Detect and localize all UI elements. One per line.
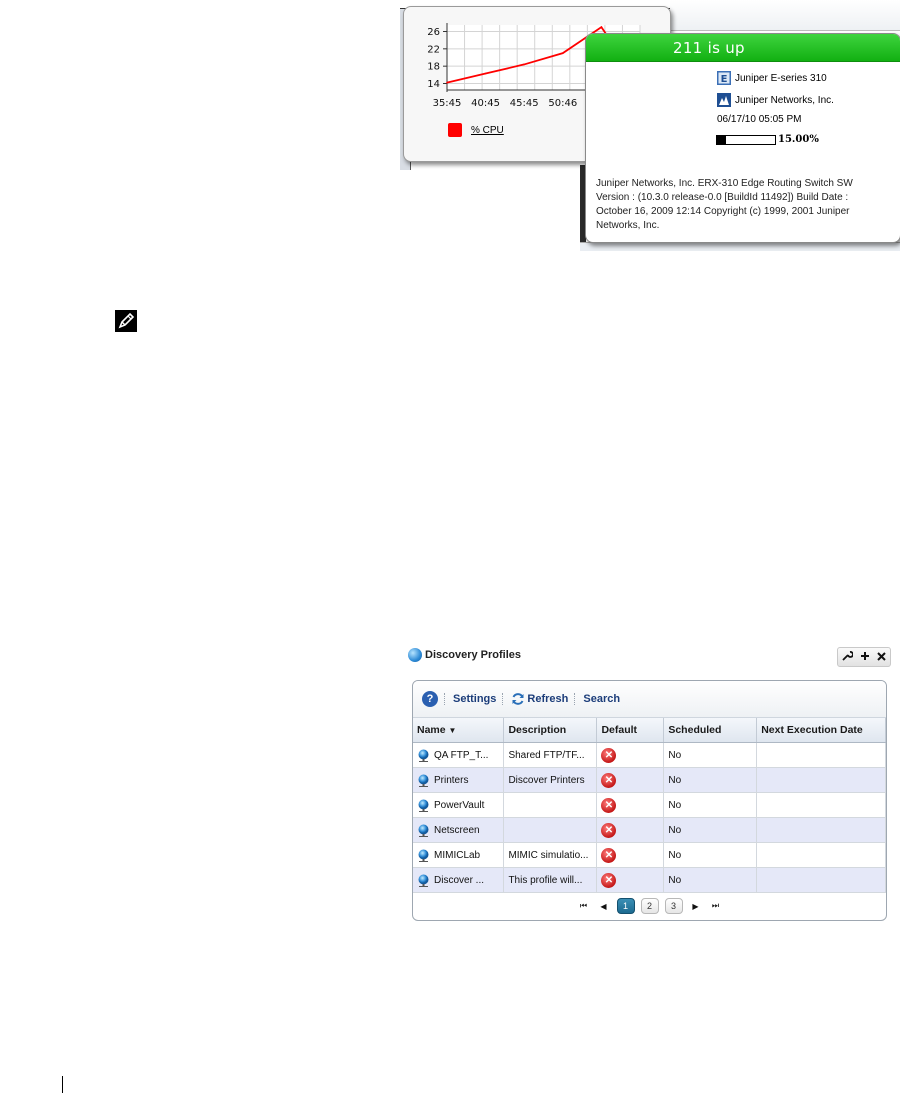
globe-icon <box>408 648 422 662</box>
data-point <box>523 64 525 66</box>
profile-description: This profile will... <box>508 874 583 886</box>
portlet-window-controls <box>837 647 891 667</box>
profile-globe-icon <box>417 774 430 787</box>
profile-globe-icon <box>417 749 430 762</box>
cell-description <box>504 843 597 868</box>
discovery-profiles-grid <box>412 680 887 921</box>
cell-default <box>597 868 664 893</box>
juniper-e-icon <box>717 71 731 85</box>
red-x-icon: ✕ <box>601 748 616 763</box>
column-header-scheduled[interactable]: Scheduled <box>664 718 757 743</box>
profile-description: MIMIC simulatio... <box>508 849 589 861</box>
cell-name[interactable] <box>413 793 504 818</box>
profile-description: Shared FTP/TF... <box>508 749 585 761</box>
device-status-popup <box>585 33 900 243</box>
device-cpu-progress-bar <box>716 135 776 145</box>
profile-name: PowerVault <box>434 799 485 811</box>
cell-default <box>597 793 664 818</box>
profile-scheduled: No <box>668 799 682 811</box>
add-icon[interactable] <box>860 650 870 664</box>
x-tick-label: 45:45 <box>509 98 539 109</box>
cell-scheduled <box>664 793 757 818</box>
sort-desc-icon: ▼ <box>448 726 457 735</box>
cell-description <box>504 743 597 768</box>
device-vendor: Juniper Networks, Inc. <box>735 94 834 106</box>
profile-description: Discover Printers <box>508 774 585 786</box>
cell-next-execution <box>757 843 886 868</box>
svg-text:E: E <box>720 74 728 85</box>
note-pencil-icon <box>115 310 137 332</box>
table-row[interactable] <box>413 818 886 843</box>
cell-next-execution <box>757 793 886 818</box>
page-button-1[interactable]: 1 <box>617 898 635 914</box>
chart-legend <box>448 123 504 137</box>
table-row[interactable] <box>413 743 886 768</box>
table-row[interactable] <box>413 793 886 818</box>
portlet-title: Discovery Profiles <box>425 649 521 661</box>
device-model-row <box>717 71 827 85</box>
grid-toolbar <box>413 681 886 718</box>
cell-description <box>504 793 597 818</box>
first-page-icon[interactable]: ⏮ <box>579 901 588 910</box>
profile-name: Printers <box>434 774 469 786</box>
cell-default <box>597 843 664 868</box>
last-page-icon[interactable]: ⏭ <box>711 901 720 910</box>
table-row[interactable] <box>413 843 886 868</box>
prev-page-icon[interactable]: ◀ <box>600 901 607 911</box>
background-window-fragment-right-top <box>670 0 900 31</box>
cell-scheduled <box>664 868 757 893</box>
settings-button[interactable]: Settings <box>453 693 497 705</box>
red-x-icon: ✕ <box>601 873 616 888</box>
device-description: Juniper Networks, Inc. ERX-310 Edge Routing Switch SW Version : (10.3.0 release-0.0 [BuildId 11492]) Build Date : October 16, 2009 12:14 Copyright (c) 1999, 2001 Juniper Networks, Inc. <box>596 178 853 231</box>
close-icon[interactable] <box>877 650 886 664</box>
y-tick-label: 26 <box>427 27 440 38</box>
x-tick-label: 40:45 <box>471 98 501 109</box>
page-button-2[interactable]: 2 <box>641 898 659 914</box>
profile-globe-icon <box>417 799 430 812</box>
profile-scheduled: No <box>668 849 682 861</box>
legend-swatch <box>448 123 462 137</box>
toolbar-separator <box>502 693 505 705</box>
cell-next-execution <box>757 818 886 843</box>
cell-name[interactable] <box>413 868 504 893</box>
progress-text: 15.00% <box>778 134 819 145</box>
red-x-icon: ✕ <box>601 798 616 813</box>
cell-name[interactable] <box>413 768 504 793</box>
legend-label-cpu[interactable]: % CPU <box>471 124 504 136</box>
cell-description <box>504 868 597 893</box>
device-timestamp-text: 06/17/10 05:05 PM <box>717 114 802 125</box>
help-icon[interactable]: ? <box>422 691 438 707</box>
red-x-icon: ✕ <box>601 773 616 788</box>
profile-name: QA FTP_T... <box>434 749 489 761</box>
profile-name: Discover ... <box>434 874 485 886</box>
y-tick-label: 18 <box>427 61 440 73</box>
cell-next-execution <box>757 768 886 793</box>
y-tick-label: 22 <box>427 44 440 56</box>
device-status-header <box>586 34 900 62</box>
cell-default <box>597 743 664 768</box>
cell-description <box>504 818 597 843</box>
cell-default <box>597 768 664 793</box>
profile-name: MIMICLab <box>434 849 481 861</box>
pagination <box>413 895 886 917</box>
page-button-3[interactable]: 3 <box>665 898 683 914</box>
data-point <box>562 52 564 54</box>
device-vendor-row <box>717 93 834 107</box>
profiles-table <box>413 718 886 893</box>
wrench-icon[interactable] <box>842 650 853 664</box>
profile-globe-icon <box>417 849 430 862</box>
cell-description <box>504 768 597 793</box>
refresh-icon[interactable] <box>511 692 525 706</box>
profile-scheduled: No <box>668 749 682 761</box>
search-button[interactable]: Search <box>583 693 621 705</box>
column-header-name[interactable]: Name ▼ <box>413 718 504 743</box>
column-header-default[interactable]: Default <box>597 718 664 743</box>
device-timestamp <box>717 114 802 125</box>
cell-name[interactable] <box>413 743 504 768</box>
column-header-description[interactable]: Description <box>504 718 597 743</box>
device-status-title: 211 is up <box>673 39 745 57</box>
cell-name[interactable] <box>413 843 504 868</box>
refresh-button[interactable]: Refresh <box>527 693 569 705</box>
background-window-fragment-bottom-strip <box>580 242 900 251</box>
x-tick-label: 35:45 <box>432 98 462 109</box>
progress-fill <box>717 136 726 144</box>
cell-scheduled <box>664 743 757 768</box>
portlet-title-row <box>408 648 521 662</box>
table-row[interactable] <box>413 768 886 793</box>
table-header-row <box>413 718 886 743</box>
toolbar-separator <box>444 693 447 705</box>
cell-name[interactable] <box>413 818 504 843</box>
toolbar-separator <box>574 693 577 705</box>
red-x-icon: ✕ <box>601 823 616 838</box>
data-point <box>601 26 603 28</box>
cell-scheduled <box>664 843 757 868</box>
cell-next-execution <box>757 743 886 768</box>
table-row[interactable] <box>413 868 886 893</box>
device-model: Juniper E-series 310 <box>735 72 827 84</box>
cell-next-execution <box>757 868 886 893</box>
profile-scheduled: No <box>668 774 682 786</box>
data-point <box>485 73 487 75</box>
profile-name: Netscreen <box>434 824 480 836</box>
next-page-icon[interactable]: ▶ <box>692 901 699 911</box>
profile-scheduled: No <box>668 874 682 886</box>
x-tick-label: 50:46 <box>548 98 578 109</box>
profile-scheduled: No <box>668 824 682 836</box>
y-tick-label: 14 <box>427 79 440 90</box>
data-point <box>446 82 448 84</box>
cell-default <box>597 818 664 843</box>
column-header-next-execution-date[interactable]: Next Execution Date <box>757 718 886 743</box>
profile-globe-icon <box>417 874 430 887</box>
red-x-icon: ✕ <box>601 848 616 863</box>
cell-scheduled <box>664 818 757 843</box>
cell-scheduled <box>664 768 757 793</box>
page-margin-rule <box>62 1076 63 1093</box>
juniper-vendor-icon <box>717 93 731 107</box>
profile-globe-icon <box>417 824 430 837</box>
